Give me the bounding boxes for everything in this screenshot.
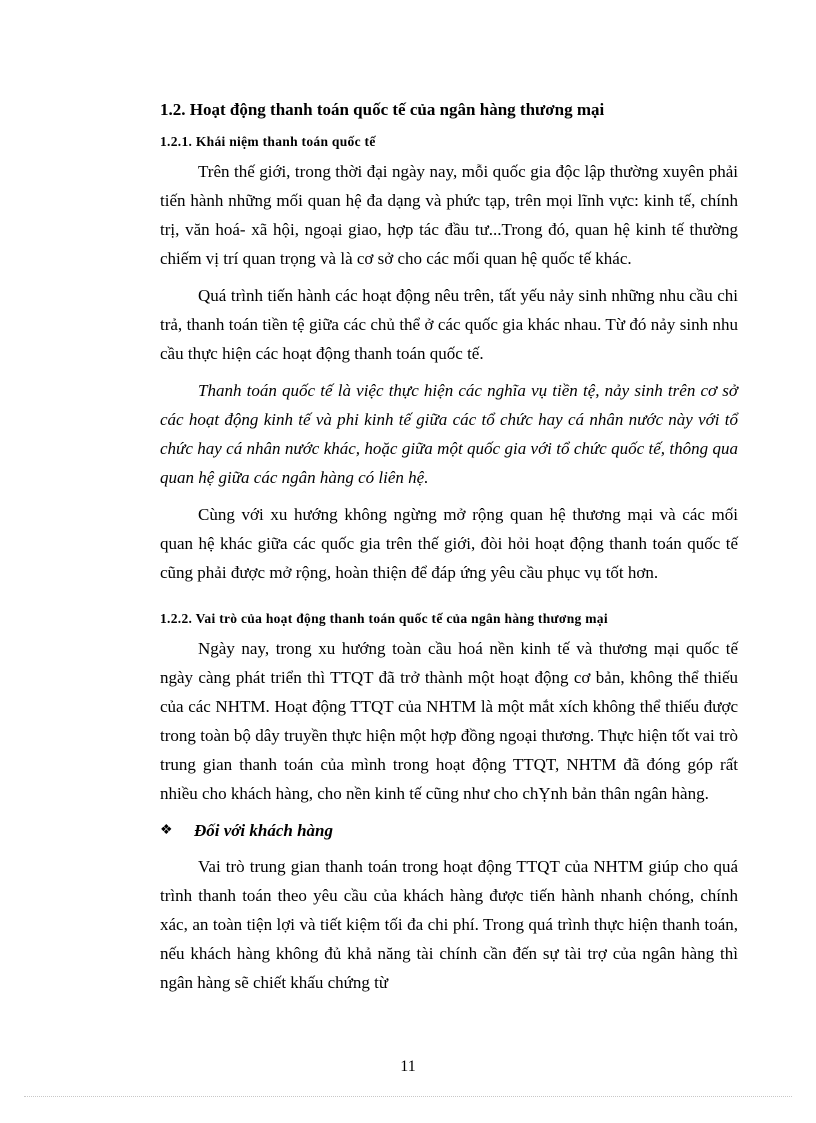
section-title: 1.2. Hoạt động thanh toán quốc tế của ngân hàng thương mại	[160, 100, 605, 119]
definition-paragraph: Thanh toán quốc tế là việc thực hiện các nghĩa vụ tiền tệ, nảy sinh trên cơ sở các hoạt động kinh tế và phi kinh tế giữa các tổ chức hay cá nhân nước này với tổ chức hay cá nhân nước khác, hoặc giữa một quốc gia với tổ chức quốc tế, thông qua quan hệ giữa các ngân hàng có liên hệ.	[160, 381, 738, 487]
diamond-bullet-icon: ❖	[160, 823, 173, 838]
paragraph: Cùng với xu hướng không ngừng mở rộng quan hệ thương mại và các mối quan hệ khác giữa các quốc gia trên thế giới, đòi hỏi hoạt động thanh toán quốc tế cũng phải được mở rộng, hoàn thiện để đáp ứng yêu cầu phục vụ tốt hơn.	[160, 505, 738, 582]
bullet-heading-label: Đối với khách hàng	[194, 821, 334, 840]
page-content	[160, 98, 738, 1005]
subsection-title-1-2-2: 1.2.2. Vai trò của hoạt động thanh toán quốc tế của ngân hàng thương mại	[160, 611, 608, 626]
paragraph: Vai trò trung gian thanh toán trong hoạt động TTQT của NHTM giúp cho quá trình thanh toán theo yêu cầu của khách hàng được tiến hành nhanh chóng, chính xác, an toàn tiện lợi và tiết kiệm tối đa chi phí. Trong quá trình thực hiện thanh toán, nếu khách hàng không đủ khả năng tài chính cần đến sự tài trợ của ngân hàng thì ngân hàng sẽ chiết khấu chứng từ	[160, 857, 738, 992]
paragraph: Ngày nay, trong xu hướng toàn cầu hoá nền kinh tế và thương mại quốc tế ngày càng phát triển thì TTQT đã trở thành một hoạt động cơ bản, không thể thiếu của các NHTM. Hoạt động TTQT của NHTM là một mắt xích không thể thiếu được trong toàn bộ dây truyền thực hiện một hợp đồng ngoại thương. Thực hiện tốt vai trò trung gian thanh toán của mình trong hoạt động TTQT, NHTM đã đóng góp rất nhiều cho khách hàng, cho nền kinh tế cũng như cho chỴnh bản thân ngân hàng.	[160, 639, 738, 803]
paragraph: Trên thế giới, trong thời đại ngày nay, mỗi quốc gia độc lập thường xuyên phải tiến hành những mối quan hệ đa dạng và phức tạp, trên mọi lĩnh vực: kinh tế, chính trị, văn hoá- xã hội, ngoại giao, hợp tác đầu tư...Trong đó, quan hệ kinh tế thường chiếm vị trí quan trọng và là cơ sở cho các mối quan hệ quốc tế khác.	[160, 162, 738, 268]
bullet-heading	[160, 816, 738, 846]
page-bottom-divider	[24, 1096, 792, 1097]
paragraph: Quá trình tiến hành các hoạt động nêu trên, tất yếu nảy sinh những nhu cầu chi trả, thanh toán tiền tệ giữa các chủ thể ở các quốc gia khác nhau. Từ đó nảy sinh nhu cầu thực hiện các hoạt động thanh toán quốc tế.	[160, 286, 738, 363]
subsection-title-1-2-1: 1.2.1. Khái niệm thanh toán quốc tế	[160, 134, 376, 149]
page-number: 11	[400, 1058, 416, 1075]
